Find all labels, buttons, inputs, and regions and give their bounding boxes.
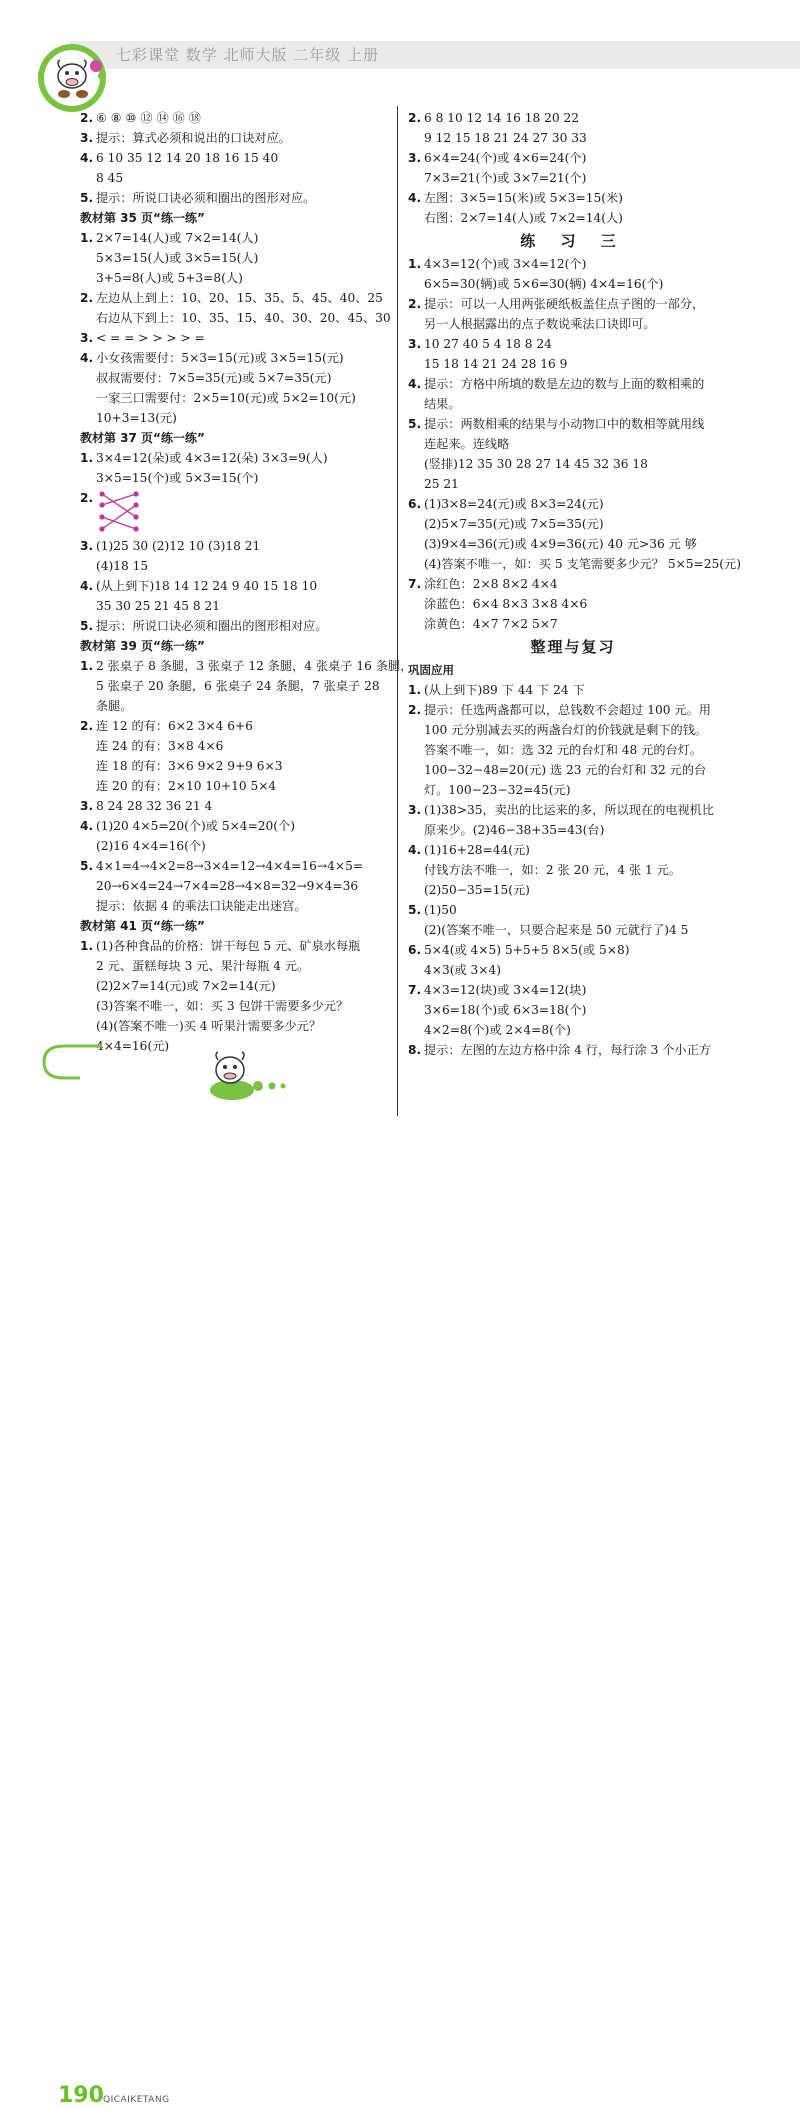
column-divider [397, 106, 398, 1116]
answer-continuation: 3×6=18(个)或 6×3=18(个) [424, 1003, 587, 1017]
page-badge-icon [40, 1042, 110, 1082]
answer-text: 小女孩需要付：5×3=15(元)或 3×5=15(元) [96, 351, 344, 365]
match-dot [99, 502, 104, 507]
answer-text: 左图：3×5=15(米)或 5×3=15(米) [424, 191, 623, 205]
answer-continuation: (2)2×7=14(元)或 7×2=14(元) [96, 979, 276, 993]
section-heading: 教材第 35 页“练一练” [80, 211, 205, 225]
match-dot [133, 526, 138, 531]
item-number: 2. [80, 291, 94, 305]
item-number: 2. [408, 703, 422, 717]
answer-line [408, 940, 738, 960]
answer-continuation: 25 21 [424, 477, 459, 491]
match-line [102, 517, 136, 529]
answer-text: (1)16+28=44(元) [424, 843, 530, 857]
answer-continuation: 右图：2×7=14(人)或 7×2=14(人) [424, 211, 623, 225]
item-number: 3. [80, 799, 94, 813]
cow-mascot-icon [38, 40, 114, 116]
brand-name: QICAIKETANG [103, 2095, 170, 2105]
answer-line [80, 576, 390, 596]
item-number: 1. [80, 659, 94, 673]
answer-text: 连 12 的有：6×2 3×4 6+6 [96, 719, 253, 733]
left-column [80, 108, 413, 1056]
answer-continuation: 3×5=15(个)或 5×3=15(个) [96, 471, 259, 485]
answer-continuation: 涂蓝色：6×4 8×3 3×8 4×6 [424, 597, 588, 611]
item-number: 2. [408, 297, 422, 311]
answer-continuation: 9 12 15 18 21 24 27 30 33 [424, 131, 587, 145]
answer-text: 4×3=12(块)或 3×4=12(块) [424, 983, 587, 997]
answer-line [80, 796, 390, 816]
answer-text: (1)3×8=24(元)或 8×3=24(元) [424, 497, 604, 511]
item-number: 2. [408, 111, 422, 125]
item-number: 5. [408, 417, 422, 431]
answer-text: 8 24 28 32 36 21 4 [96, 799, 213, 813]
answer-continuation: 结果。 [424, 397, 461, 411]
answer-continuation: 一家三口需要付：2×5=10(元)或 5×2=10(元) [96, 391, 356, 405]
match-dot [133, 514, 138, 519]
answer-continuation: 连 20 的有：2×10 10+10 5×4 [96, 779, 277, 793]
answer-continuation: 涂黄色：4×7 7×2 5×7 [424, 617, 558, 631]
answer-continuation: 连 24 的有：3×8 4×6 [96, 739, 224, 753]
answer-line [408, 374, 738, 394]
answer-line [80, 108, 390, 128]
answer-continuation: 2 元、蛋糕每块 3 元、果汁每瓶 4 元。 [96, 959, 310, 973]
answer-continuation: (2)5×7=35(元)或 7×5=35(元) [424, 517, 604, 531]
item-number: 2. [80, 719, 94, 733]
item-number: 1. [80, 939, 94, 953]
answer-continuation: 答案不唯一，如：选 32 元的台灯和 48 元的台灯。 [424, 743, 703, 757]
answer-line [80, 328, 390, 348]
answer-continuation: (4)(答案不唯一)买 4 听果汁需要多少元？ [96, 1019, 322, 1033]
answer-line [80, 448, 390, 468]
answer-line [80, 536, 390, 556]
page-footer [0, 1040, 800, 2108]
item-number: 3. [80, 131, 94, 145]
item-number: 6. [408, 943, 422, 957]
answer-line [408, 800, 738, 820]
match-dot [99, 514, 104, 519]
answer-text: 6×4=24(个)或 4×6=24(个) [424, 151, 587, 165]
answer-text: 提示：方格中所填的数是左边的数与上面的数相乘的 [424, 377, 705, 391]
answer-text: 涂红色：2×8 8×2 4×4 [424, 577, 558, 591]
answer-continuation: 付钱方法不唯一，如：2 张 20 元，4 张 1 元。 [424, 863, 682, 877]
match-dot [133, 491, 138, 496]
answer-line [80, 128, 390, 148]
answer-continuation: 原来少。(2)46−38+35=43(台) [424, 823, 605, 837]
answer-continuation: (3)9×4=36(元)或 4×9=36(元) 40 元>36 元 够 [424, 537, 697, 551]
answer-continuation: (2)(答案不唯一，只要合起来是 50 元就行了)4 5 [424, 923, 689, 937]
item-number: 1. [80, 451, 94, 465]
item-number: 4. [80, 151, 94, 165]
item-number: 5. [80, 859, 94, 873]
answer-continuation: 连起来。连线略 [424, 437, 510, 451]
answer-continuation: 4×3(或 3×4) [424, 963, 502, 977]
item-number: 1. [408, 683, 422, 697]
answer-line [408, 574, 738, 594]
item-number: 2. [80, 491, 94, 505]
header-title: 七彩课堂 数学 北师大版 二年级 上册 [116, 46, 380, 64]
answer-line [408, 900, 738, 920]
item-number: 4. [80, 351, 94, 365]
answer-text: 2 张桌子 8 条腿，3 张桌子 12 条腿，4 张桌子 16 条腿， [96, 659, 413, 673]
item-number: 2. [80, 111, 94, 125]
answer-continuation: 5 张桌子 20 条腿，6 张桌子 24 条腿，7 张桌子 28 [96, 679, 380, 693]
match-dot [99, 526, 104, 531]
answer-text: 10 27 40 5 4 18 8 24 [424, 337, 552, 351]
answer-text: 提示：算式必须和说出的口诀对应。 [96, 131, 291, 145]
page-number: 190 [58, 2083, 104, 2108]
answer-continuation: 连 18 的有：3×6 9×2 9+9 6×3 [96, 759, 283, 773]
answer-line [80, 856, 390, 876]
answer-continuation: 另一人根据露出的点子数说乘法口诀即可。 [424, 317, 656, 331]
answer-text: (1)50 [424, 903, 457, 917]
answer-text: 5×4(或 4×5) 5+5+5 8×5(或 5×8) [424, 943, 630, 957]
answer-line [80, 228, 390, 248]
answer-continuation: 35 30 25 21 45 8 21 [96, 599, 221, 613]
dot-matching-diagram [96, 490, 146, 534]
answer-text: (1)20 4×5=20(个)或 5×4=20(个) [96, 819, 295, 833]
answer-text: 3×4=12(朵)或 4×3=12(朵) 3×3=9(人) [96, 451, 328, 465]
answer-text: (1)各种食品的价格：饼干每包 5 元、矿泉水每瓶 [96, 939, 361, 953]
answer-line [408, 254, 738, 274]
answer-continuation: 右边从下到上：10、35、15、40、30、20、45、30 [96, 311, 391, 325]
answer-continuation: (4)18 15 [96, 559, 149, 573]
answer-continuation: (2)16 4×4=16(个) [96, 839, 206, 853]
answer-text: 4×1=4→4×2=8→3×4=12→4×4=16→4×5= [96, 859, 364, 873]
answer-line [80, 936, 390, 956]
section-heading: 教材第 41 页“练一练” [80, 919, 205, 933]
match-line [102, 505, 136, 529]
item-number: 3. [408, 151, 422, 165]
subsection-heading: 巩固应用 [408, 663, 454, 677]
answer-line [408, 680, 738, 700]
answer-text: < = = > > > > = [96, 331, 205, 345]
answer-continuation: 提示：依据 4 的乘法口诀能走出迷宫。 [96, 899, 307, 913]
answer-continuation: 叔叔需要付：7×5=35(元)或 5×7=35(元) [96, 371, 332, 385]
item-number: 7. [408, 577, 422, 591]
answer-text: ⑥ ⑧ ⑩ ⑫ ⑭ ⑯ ⑱ [96, 111, 201, 125]
answer-text: 6 10 35 12 14 20 18 16 15 40 [96, 151, 279, 165]
answer-continuation: 灯。100−23−32=45(元) [424, 783, 571, 797]
answer-line [408, 334, 738, 354]
page-header [0, 0, 800, 100]
answer-continuation: 10+3=13(元) [96, 411, 177, 425]
answer-text: 6 8 10 12 14 16 18 20 22 [424, 111, 580, 125]
item-number: 6. [408, 497, 422, 511]
answer-line [408, 294, 738, 314]
item-number: 3. [408, 337, 422, 351]
answer-line [408, 700, 738, 720]
match-line [102, 494, 136, 505]
answer-text: (从上到下)89 下 44 下 24 下 [424, 683, 585, 697]
cartoon-cow-icon [200, 1040, 310, 1110]
item-number: 3. [80, 331, 94, 345]
answer-continuation: 8 45 [96, 171, 124, 185]
answer-line [80, 716, 390, 736]
answer-continuation: 4×4=16(元) [96, 1039, 170, 1053]
answer-continuation: (2)50−35=15(元) [424, 883, 530, 897]
answer-line [80, 148, 390, 168]
answer-continuation: 20→6×4=24→7×4=28→4×8=32→9×4=36 [96, 879, 359, 893]
item-number: 4. [408, 843, 422, 857]
answer-continuation: 15 18 14 21 24 28 16 9 [424, 357, 568, 371]
answer-text: 提示：所说口诀必须和圈出的图形相对应。 [96, 619, 328, 633]
answer-line [80, 816, 390, 836]
answer-text: 提示：可以一人用两张硬纸板盖住点子图的一部分， [424, 297, 705, 311]
item-number: 5. [80, 619, 94, 633]
answer-continuation: (4)答案不唯一，如：买 5 支笔需要多少元？ 5×5=25(元) [424, 557, 741, 571]
answer-continuation: 5×3=15(人)或 3×5=15(人) [96, 251, 259, 265]
section-heading: 教材第 37 页“练一练” [80, 431, 205, 445]
section-heading: 教材第 39 页“练一练” [80, 639, 205, 653]
answer-continuation: 100 元分别减去买的两盏台灯的价钱就是剩下的钱。 [424, 723, 708, 737]
exercise-title: 练 习 三 [520, 232, 626, 250]
diagram-answer [80, 488, 390, 536]
answer-line [80, 656, 413, 676]
answer-continuation: (3)答案不唯一，如：买 3 包饼干需要多少元？ [96, 999, 349, 1013]
answer-continuation: 7×3=21(个)或 3×7=21(个) [424, 171, 587, 185]
answer-line [408, 108, 738, 128]
item-number: 5. [408, 903, 422, 917]
answer-line [80, 288, 390, 308]
answer-line [408, 188, 738, 208]
answer-line [80, 188, 390, 208]
answer-text: 提示：任选两盏都可以，总钱数不会超过 100 元。用 [424, 703, 711, 717]
item-number: 3. [80, 539, 94, 553]
answer-line [408, 980, 738, 1000]
match-dot [133, 502, 138, 507]
answer-text: 左边从上到上：10、20、15、35、5、45、40、25 [96, 291, 383, 305]
answer-text: (1)25 30 (2)12 10 (3)18 21 [96, 539, 261, 553]
answer-continuation: (竖排)12 35 30 28 27 14 45 32 36 18 [424, 457, 648, 471]
item-number: 4. [80, 579, 94, 593]
answer-line [408, 148, 738, 168]
answer-text: 2×7=14(人)或 7×2=14(人) [96, 231, 259, 245]
answer-continuation: 100−32−48=20(元) 选 23 元的台灯和 32 元的台 [424, 763, 707, 777]
answer-continuation: 条腿。 [96, 699, 133, 713]
item-number: 3. [408, 803, 422, 817]
answer-text: 提示：左图的左边方格中涂 4 行，每行涂 3 个小正方 [424, 1043, 711, 1057]
answer-text: 提示：两数相乘的结果与小动物口中的数相等就用线 [424, 417, 705, 431]
answer-continuation: 4×2=8(个)或 2×4=8(个) [424, 1023, 571, 1037]
answer-line [408, 840, 738, 860]
match-dot [99, 491, 104, 496]
item-number: 4. [80, 819, 94, 833]
item-number: 8. [408, 1043, 422, 1057]
item-number: 1. [80, 231, 94, 245]
answer-line [80, 616, 390, 636]
answer-continuation: 3+5=8(人)或 5+3=8(人) [96, 271, 243, 285]
answer-text: 4×3=12(个)或 3×4=12(个) [424, 257, 587, 271]
answer-text: 提示：所说口诀必须和圈出的图形对应。 [96, 191, 316, 205]
answer-text: (从上到下)18 14 12 24 9 40 15 18 10 [96, 579, 318, 593]
answer-text: (1)38>35，卖出的比运来的多，所以现在的电视机比 [424, 803, 715, 817]
review-title: 整理与复习 [530, 638, 616, 656]
answer-line [408, 414, 738, 434]
match-line [102, 494, 136, 517]
item-number: 4. [408, 191, 422, 205]
right-column [408, 108, 741, 1060]
item-number: 1. [408, 257, 422, 271]
answer-continuation: 6×5=30(辆)或 5×6=30(辆) 4×4=16(个) [424, 277, 664, 291]
item-number: 4. [408, 377, 422, 391]
item-number: 7. [408, 983, 422, 997]
item-number: 5. [80, 191, 94, 205]
answer-line [408, 494, 738, 514]
answer-line [80, 348, 390, 368]
